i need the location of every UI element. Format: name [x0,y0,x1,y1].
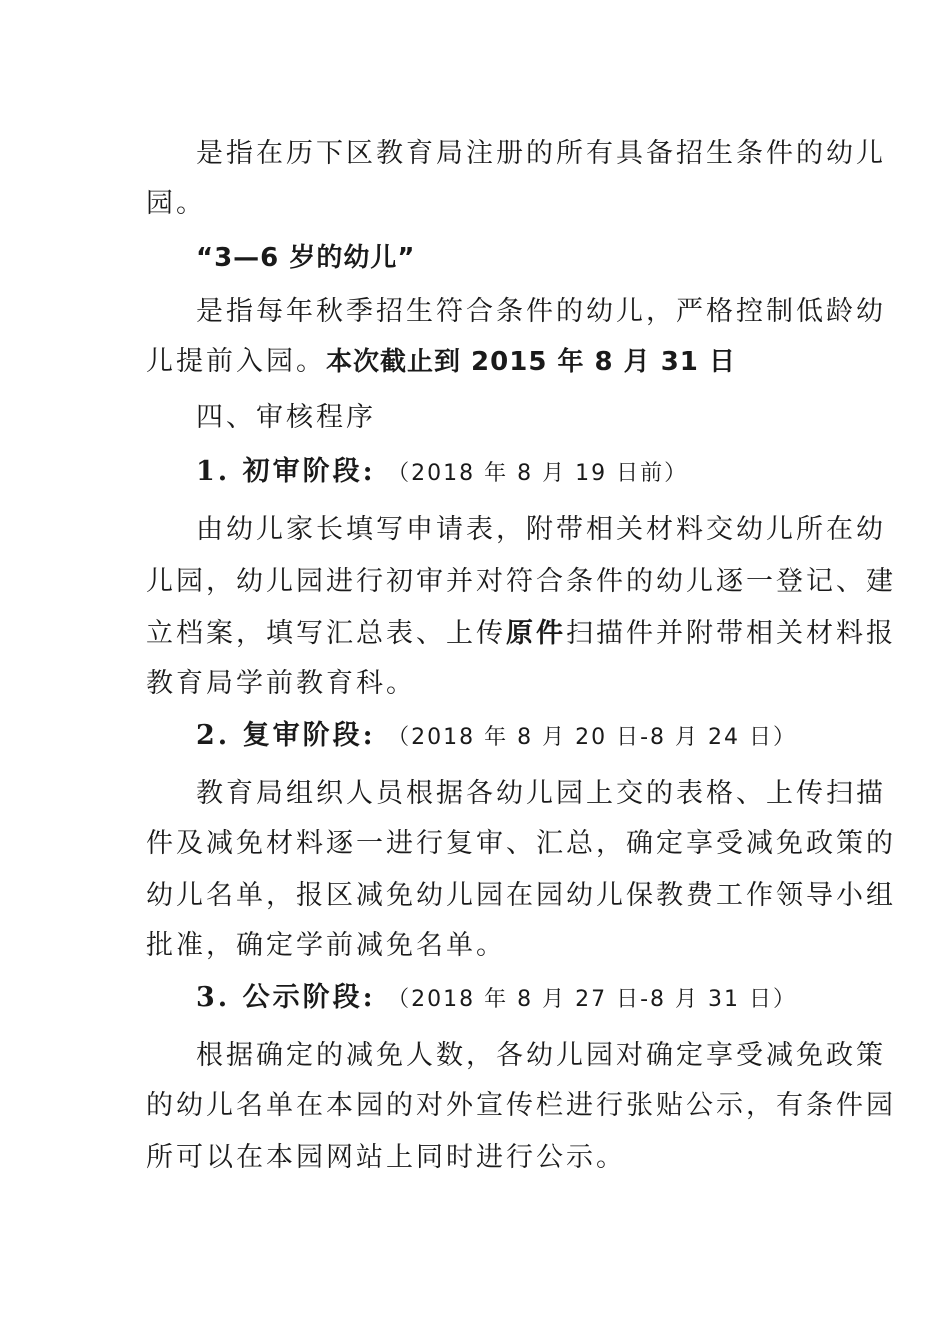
section-heading: 四、审核程序 [196,402,376,433]
paragraph-line: 教育局组织人员根据各幼儿园上交的表格、上传扫描 [196,778,886,809]
step-heading [196,454,688,492]
paragraph-text: 儿提前入园。 [146,346,326,377]
paragraph-line: 的幼儿名单在本园的对外宣传栏进行张贴公示，有条件园 [146,1090,896,1121]
paragraph-line: 件及减免材料逐一进行复审、汇总，确定享受减免政策的 [146,828,896,859]
bold-deadline-text: 本次截止到 2015 年 8 月 31 日 [326,347,736,377]
paragraph-line: 园。 [146,188,206,219]
paragraph-line: 是指每年秋季招生符合条件的幼儿，严格控制低龄幼 [196,296,886,327]
term-heading: “3—6 岁的幼儿” [196,243,416,273]
step-label: 1. 初审阶段: [196,456,376,487]
step-date: （2018 年 8 月 19 日前） [387,461,689,486]
paragraph-line: 批准，确定学前减免名单。 [146,930,506,961]
step-heading [196,718,797,756]
paragraph-line: 教育局学前教育科。 [146,668,416,699]
paragraph-text: 扫描件并附带相关材料报 [566,618,896,649]
paragraph-line: 根据确定的减免人数，各幼儿园对确定享受减免政策 [196,1040,886,1071]
bold-original-text: 原件 [506,618,566,649]
step-date: （2018 年 8 月 20 日-8 月 24 日） [387,725,798,750]
paragraph-line [146,616,896,652]
paragraph-line: 是指在历下区教育局注册的所有具备招生条件的幼儿 [196,138,886,169]
step-label: 3. 公示阶段: [196,982,376,1013]
paragraph-line: 由幼儿家长填写申请表，附带相关材料交幼儿所在幼 [196,514,886,545]
paragraph-line [146,344,736,380]
paragraph-text: 立档案，填写汇总表、上传 [146,618,506,649]
paragraph-line: 儿园，幼儿园进行初审并对符合条件的幼儿逐一登记、建 [146,566,896,597]
paragraph-line: 幼儿名单，报区减免幼儿园在园幼儿保教费工作领导小组 [146,880,896,911]
step-heading [196,980,797,1018]
step-label: 2. 复审阶段: [196,720,376,751]
step-date: （2018 年 8 月 27 日-8 月 31 日） [387,987,798,1012]
paragraph-line: 所可以在本园网站上同时进行公示。 [146,1142,626,1173]
